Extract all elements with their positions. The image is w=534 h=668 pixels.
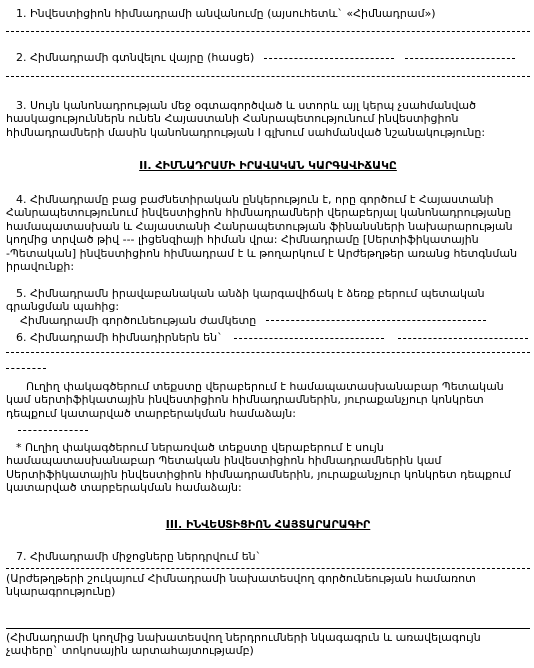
item-1-fill-line [6,31,530,32]
caption-1-text: (Արժեթղթերի շուկայում Հիմնադրամի նախատեսվող գործունեության համառոտ նկարագրությունը) [6,572,476,599]
item-6-fill-short [6,368,46,369]
item-4 [6,193,530,273]
item-1 [6,7,530,20]
item-2-fill-b [405,58,515,59]
item-4-text: 4. Հիմնադրամը բաց բաժնետիրական ընկերություն է, որը գործում է Հայաստանի Հանրապետությունում ինվեստիցիոն հիմնադրամների վերաբերյալ կանոնադրությանը համապատասխան և Հայաստանի Հանրապետության ֆինանսների նախարարության կողմից տրված թիվ --- լիցենզիայի հիման վրա: Հիմնադրամը [Սերտիֆիկատային -Պետական] ինվեստիցիոն հիմնադրամ է և թողարկում է Արժեթղթեր առանց հետգնման իրավունքի: [6,193,518,274]
item-5 [6,287,530,327]
section-3-heading: III. ԻՆՎԵՍՏԻՑԻՈՆ ՀԱՅՏԱՐԱՐԱԳԻՐ [165,518,371,531]
caption-2-text: (Հիմնադրամի կողմից նախատեսվող ներդրումների նկագագրւն և առավելագույն չափերը` տոկոսային արտահայտությամբ) [6,631,481,658]
item-6-text: 6. Հիմնադրամի հիմնադիրներն են` [16,331,223,344]
item-6-fill-b [398,338,528,339]
note-1-text: Ուղիղ փակագծերում տեքստը վերաբերում է համապատասխանաբար Պետական կամ սերտիֆիկատային ինվեստիցիոն հիմնադրամներին, յուրաքանչյուր կոնկրետ դեպքում կատարված տարբերակման համաձայն: [6,380,504,420]
item-5-term-text: Հիմնադրամի գործունեության ժամկետը [20,313,257,327]
item-1-text: 1. Ինվեստիցիոն հիմնադրամի անվանումը (այսուհետև` «Հիմնադրամ») [16,7,436,20]
caption-2 [6,631,530,658]
item-2-fill-line [6,76,530,77]
item-5-term-fill [266,320,486,321]
item-5-text: 5. Հիմնադրամն իրավաբանական անձի կարգավիճակ է ձեռք բերում պետական գրանցման պահից: [6,287,485,314]
note-1 [6,380,530,420]
note-2-text: * Ուղիղ փակագծերում ներառված տեքստը վերաբերում է սույն համապատասխանաբար Պետական ինվեստիցիոն հիմնադրամներին կամ Սերտիֆիկատային ինվեստիցիոն հիմնադրամներին, յուրաքանչյուր կոնկրետ դեպքում կատարված տարբերակման համաձայն: [6,441,511,495]
item-7-fill-line [6,568,530,569]
note-2 [6,441,530,495]
caption-2-line [6,628,530,629]
note-separator [18,430,88,431]
item-2 [6,51,530,64]
section-2-heading-block [6,159,530,172]
item-2-text: 2. Հիմնադրամի գտնվելու վայրը (հասցե) [16,51,255,64]
item-3-text: 3. Սույն կանոնադրության մեջ օգտագործված և ստորև այլ կերպ չսահմանված հասկացություններն ունեն Հայաստանի Հանրապետությունում ինվեստիցիոն հիմնադրամների մասին կանոնադրության I գլխում սահմանված նշանակությունը: [6,99,486,139]
item-6-fill-a [234,338,384,339]
item-2-fill-a [264,58,394,59]
item-7 [6,550,530,563]
item-6 [6,331,530,344]
section-3-heading-block [6,518,530,531]
section-2-heading: II. ՀԻՄՆԱԴՐԱՄԻ ԻՐԱՎԱԿԱՆ ԿԱՐԳԱՎԻՃԱԿԸ [139,159,397,172]
caption-1 [6,572,530,599]
item-7-text: 7. Հիմնադրամի միջոցները ներդրվում են` [16,550,262,563]
item-3 [6,99,530,139]
item-6-fill-line [6,352,530,353]
